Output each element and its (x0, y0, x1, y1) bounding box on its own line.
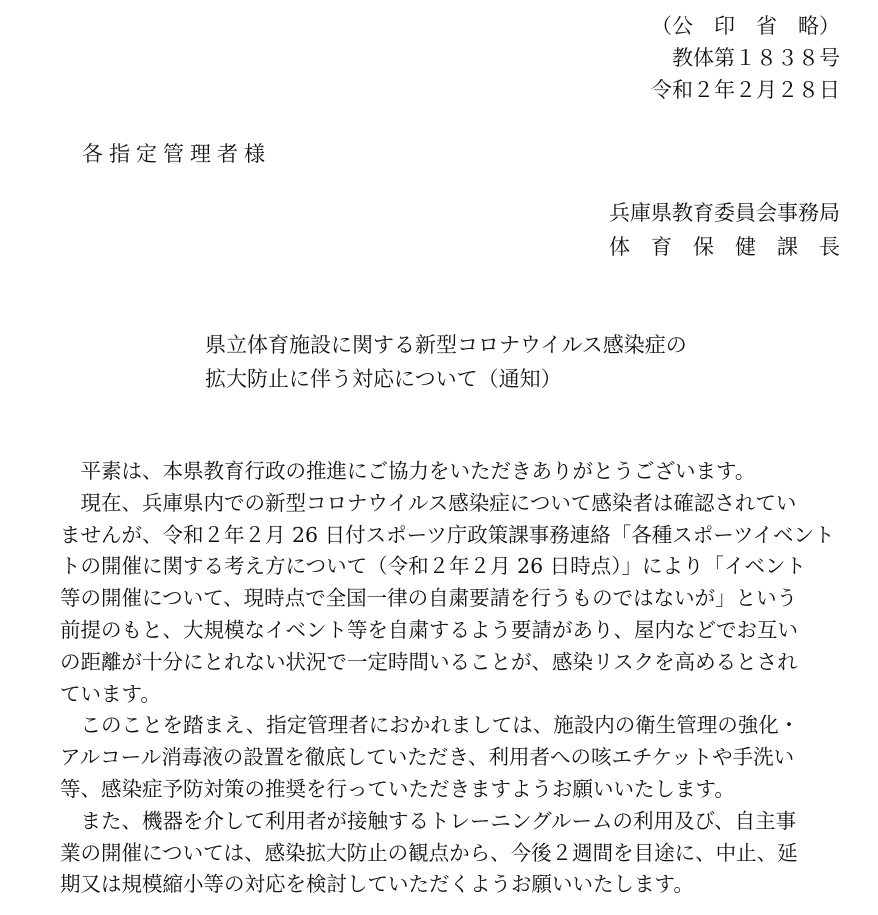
body-line: アルコール消毒液の設置を徹底していただき、利用者への咳エチケットや手洗い (60, 745, 795, 770)
sender-title-char: 体 (609, 235, 630, 259)
document-date: 令和２年２月２８日 (651, 78, 840, 102)
body-line: トの開催に関する考え方について（令和２年２月 26 日時点）」により「イベント (60, 554, 806, 579)
sender-title-char: 保 (693, 235, 714, 259)
addressee: 各指定管理者様 (82, 142, 271, 166)
body-line: 平素は、本県教育行政の推進にご協力をいただきありがとうございます。 (60, 459, 756, 483)
body-line: 等、感染症予防対策の推奨を行っていただきますようお願いいたします。 (60, 776, 735, 801)
document-subject (205, 328, 687, 396)
sender-title-char: 育 (651, 235, 672, 259)
seal-omitted-note: （公 印 省 略） (651, 14, 840, 38)
body-line: また、機器を介して利用者が接触するトレーニングルームの利用及び、自主事 (60, 808, 797, 833)
body-line: 等の開催について、現時点で全国一律の自粛要請を行うものではないが」という (60, 586, 798, 611)
body-line: このことを踏まえ、指定管理者におかれましては、施設内の衛生管理の強化・ (60, 713, 800, 738)
sender-title-char: 課 (777, 235, 798, 259)
sender-title-char: 健 (735, 235, 756, 259)
body-line: 前提のもと、大規模なイベント等を自粛するよう要請があり、屋内などでお互い (60, 617, 798, 642)
subject-line: 県立体育施設に関する新型コロナウイルス感染症の (205, 333, 687, 357)
sender-title (609, 230, 840, 264)
body-line: 現在、兵庫県内での新型コロナウイルス感染症について感染者は確認されてい (60, 490, 797, 515)
body-line: ています。 (60, 681, 161, 706)
body-line: 期又は規模縮小等の対応を検討していただくようお願いいたします。 (60, 872, 694, 897)
sender-organization: 兵庫県教育委員会事務局 (609, 201, 840, 225)
body-line: の距離が十分にとれない状況で一定時間いることが、感染リスクを高めるとされ (60, 649, 798, 674)
sender-block (609, 196, 840, 264)
subject-line: 拡大防止に伴う対応について（通知） (205, 367, 562, 391)
body-line: ませんが、令和２年２月 26 日付スポーツ庁政策課事務連絡「各種スポーツイベント (60, 522, 835, 547)
document-number: 教体第１８３８号 (672, 46, 840, 70)
sender-title-char: 長 (819, 235, 840, 259)
body-line: 業の開催については、感染拡大防止の観点から、今後２週間を目途に、中止、延 (60, 840, 798, 865)
document-body (60, 456, 840, 901)
